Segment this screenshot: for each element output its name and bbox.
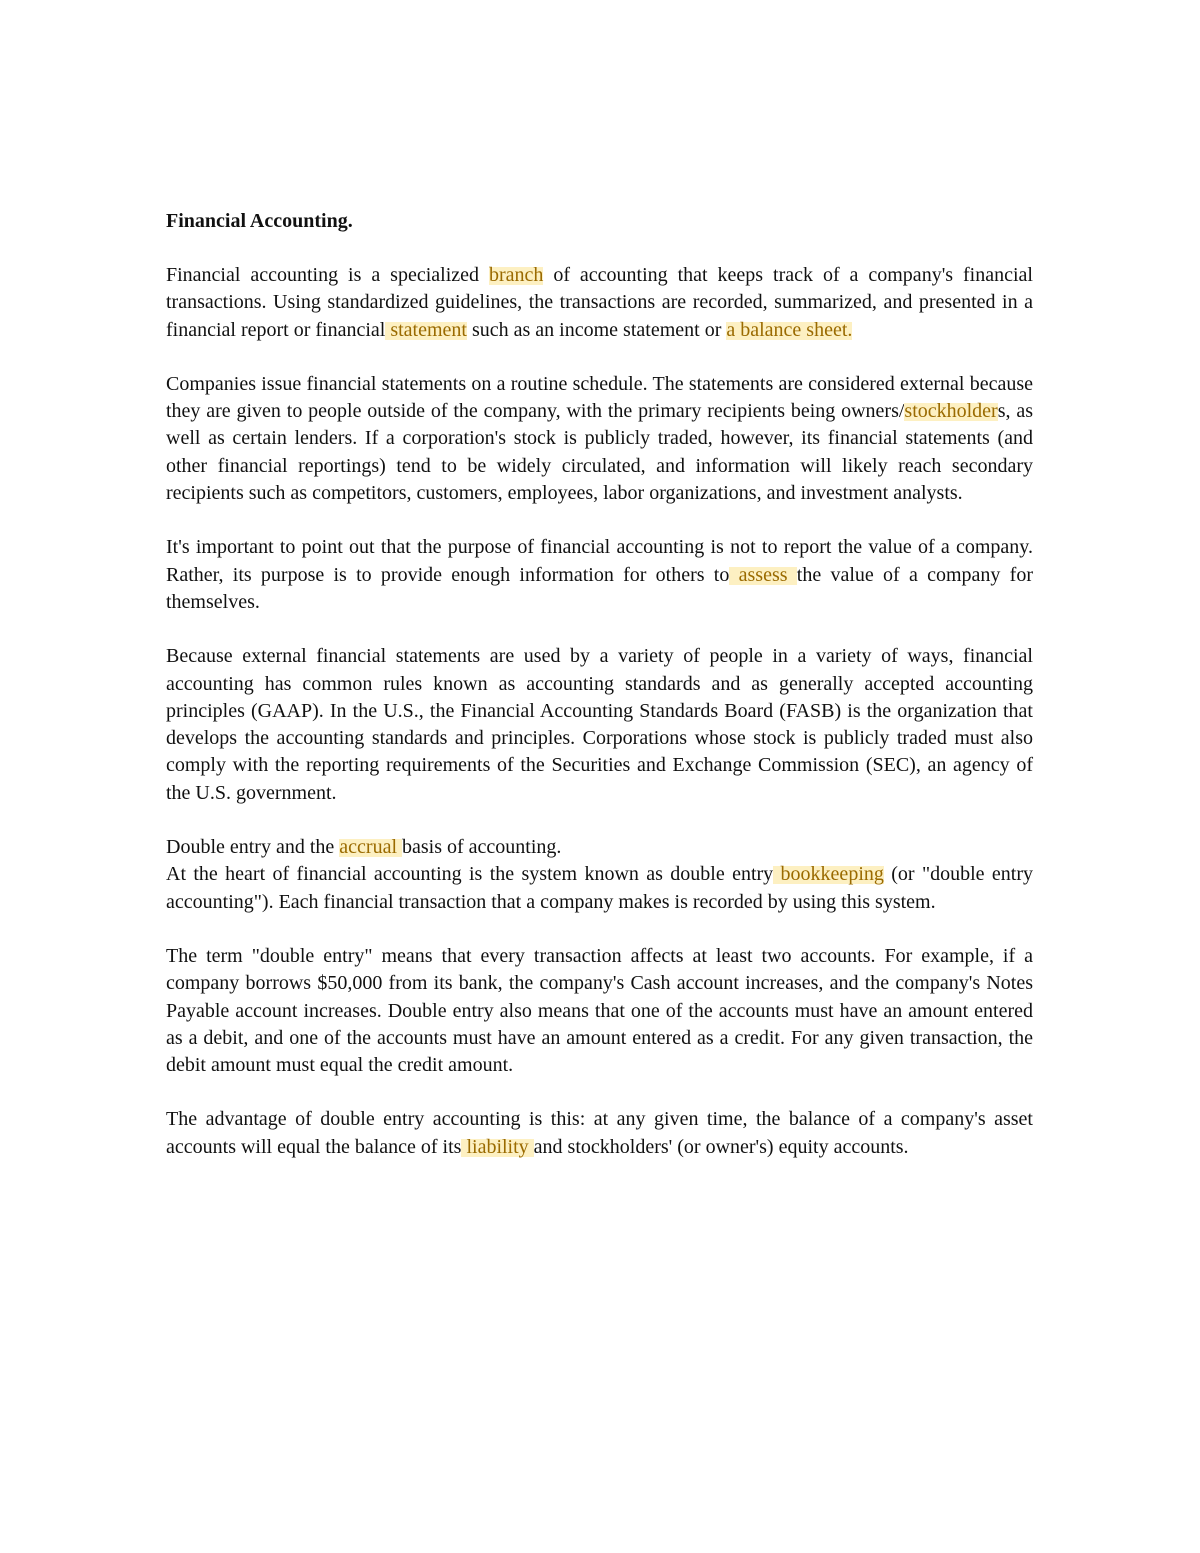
text: The advantage of double entry accounting is this: at any given time, the balance of a company's asset accounts will equal the balance of its	[166, 1108, 1033, 1158]
highlight-liability[interactable]: liability	[461, 1135, 534, 1158]
highlight-statement[interactable]: statement	[385, 318, 467, 341]
paragraph-purpose	[166, 534, 1033, 616]
document-title: Financial Accounting.	[166, 210, 353, 232]
paragraph-statements	[166, 371, 1033, 507]
section-double-entry	[166, 834, 1033, 916]
highlight-bookkeeping[interactable]: bookkeeping	[773, 863, 884, 886]
paragraph-advantage	[166, 1106, 1033, 1161]
text: s, as well as certain lenders. If a corporation's stock is publicly traded, however, its financial statements (and other financial reportings) tend to be widely circulated, and information will likely reach secondary recipients such as competitors, customers, employees, labor organizations, and investment analysts.	[166, 400, 1033, 505]
paragraph-gaap: Because external financial statements are used by a variety of people in a variety of ways, financial accounting has common rules known as accounting standards and as generally accepted accounting principles (GAAP). In the U.S., the Financial Accounting Standards Board (FASB) is the organization that develops the accounting standards and principles. Corporations whose stock is publicly traded must also comply with the reporting requirements of the Securities and Exchange Commission (SEC), an agency of the U.S. government.	[166, 645, 1033, 804]
document-page	[166, 208, 1033, 1188]
highlight-balance-sheet[interactable]: a balance sheet.	[726, 318, 853, 341]
paragraph-double-entry-term: The term "double entry" means that every transaction affects at least two accounts. For example, if a company borrows $50,000 from its bank, the company's Cash account increases, and the company's Notes Payable account increases. Double entry also means that one of the accounts must have an amount entered as a debit, and one of the accounts must have an amount entered as a credit. For any given transaction, the debit amount must equal the credit amount.	[166, 944, 1033, 1077]
highlight-stockholder[interactable]: stockholder	[904, 400, 998, 423]
paragraph-intro	[166, 262, 1033, 344]
text: Double entry and the	[166, 836, 340, 859]
highlight-branch[interactable]: branch	[488, 264, 544, 286]
highlight-accrual[interactable]: accrual	[339, 836, 403, 859]
text: It's important to point out that the purpose of financial accounting is not to report the value of a company. Rather, its purpose is to provide enough information for others to	[166, 536, 1033, 586]
section-heading	[166, 834, 1033, 861]
text: Companies issue financial statements on a routine schedule. The statements are considered external because they are given to people outside of the company, with the primary recipients being owners/	[166, 372, 1033, 423]
text: of accounting that keeps track of a company's financial transactions. Using standardized guidelines, the transactions are recorded, summarized, and presented in a financial report or financial	[166, 264, 1033, 341]
paragraph-bookkeeping	[166, 861, 1033, 916]
text: Financial accounting is a specialized	[166, 264, 489, 286]
text: such as an income statement or	[466, 318, 727, 341]
text: the value of a company for themselves.	[166, 563, 1033, 613]
text: At the heart of financial accounting is the system known as double entry	[166, 863, 774, 886]
text: basis of accounting.	[402, 836, 562, 859]
highlight-assess[interactable]: assess	[729, 563, 797, 586]
text: and stockholders' (or owner's) equity accounts.	[533, 1135, 909, 1158]
text: (or "double entry accounting"). Each financial transaction that a company makes is recorded by using this system.	[166, 863, 1033, 913]
